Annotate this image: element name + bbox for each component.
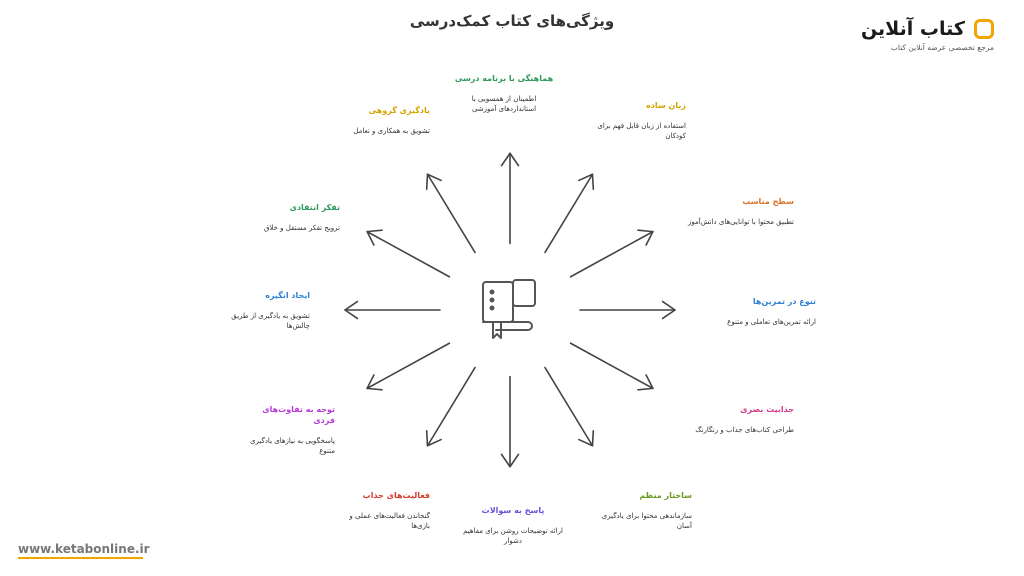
feature-description: پاسخگویی به نیازهای یادگیری متنوع xyxy=(250,437,335,455)
feature-title: توجه به تفاوت‌های فردی xyxy=(262,405,335,425)
feature-description: ارائه توضیحات روشن برای مفاهیم دشوار xyxy=(463,527,563,545)
logo-tagline: مرجع تخصصی عرضه آنلاین کتاب xyxy=(890,43,994,52)
feature-description: گنجاندن فعالیت‌های عملی و بازی‌ها xyxy=(349,512,430,530)
arrow-6 xyxy=(545,368,593,446)
website-underline xyxy=(18,557,143,559)
feature-description: تشویق به همکاری و تعامل xyxy=(353,127,430,135)
feature-4 xyxy=(706,296,816,327)
feature-9 xyxy=(240,404,335,456)
feature-description: استفاده از زبان قابل فهم برای کودکان xyxy=(597,122,686,140)
arrow-5 xyxy=(571,343,653,388)
arrow-9 xyxy=(367,343,449,388)
feature-5 xyxy=(684,404,794,435)
logo-name: کتاب آنلاین xyxy=(860,18,965,40)
feature-title: هماهنگی با برنامه درسی xyxy=(454,74,554,83)
feature-title: زبان ساده xyxy=(646,101,686,110)
feature-title: یادگیری گروهی xyxy=(368,106,430,115)
arrow-11 xyxy=(367,232,449,277)
feature-12 xyxy=(330,105,430,136)
feature-8 xyxy=(340,490,430,531)
feature-title: تنوع در تمرین‌ها xyxy=(752,297,816,306)
feature-2 xyxy=(596,100,686,141)
feature-1 xyxy=(454,73,554,114)
feature-title: ساختار منظم xyxy=(639,491,692,500)
feature-description: ترویج تفکر مستقل و خلاق xyxy=(263,224,340,232)
feature-7 xyxy=(458,505,568,546)
feature-description: اطمینان از همسویی با استانداردهای آموزشی xyxy=(471,95,537,113)
feature-10 xyxy=(220,290,310,331)
feature-3 xyxy=(684,196,794,227)
arrow-12 xyxy=(428,174,476,252)
feature-title: فعالیت‌های جذاب xyxy=(362,491,430,500)
feature-title: پاسخ به سوالات xyxy=(481,506,545,515)
arrow-3 xyxy=(571,232,653,277)
feature-11 xyxy=(250,202,340,233)
feature-description: سازماندهی محتوا برای یادگیری آسان xyxy=(601,512,692,530)
feature-description: تشویق به یادگیری از طریق چالش‌ها xyxy=(231,312,310,330)
feature-title: سطح مناسب xyxy=(742,197,794,206)
diagram-title: ویژگی‌های کتاب کمک‌درسی xyxy=(409,12,615,30)
feature-title: ایجاد انگیزه xyxy=(265,291,310,300)
arrow-2 xyxy=(545,174,593,252)
feature-title: جذابیت بصری xyxy=(740,405,794,414)
website-link[interactable]: www.ketabonline.ir xyxy=(18,542,150,556)
book-icon xyxy=(483,280,535,338)
feature-6 xyxy=(592,490,692,531)
feature-description: ارائه تمرین‌های تعاملی و متنوع xyxy=(727,318,816,326)
arrow-8 xyxy=(428,368,476,446)
feature-title: تفکر انتقادی xyxy=(289,203,340,212)
feature-description: طراحی کتاب‌های جذاب و رنگارنگ xyxy=(695,426,794,434)
feature-description: تطبیق محتوا با توانایی‌های دانش‌آموز xyxy=(688,218,794,226)
